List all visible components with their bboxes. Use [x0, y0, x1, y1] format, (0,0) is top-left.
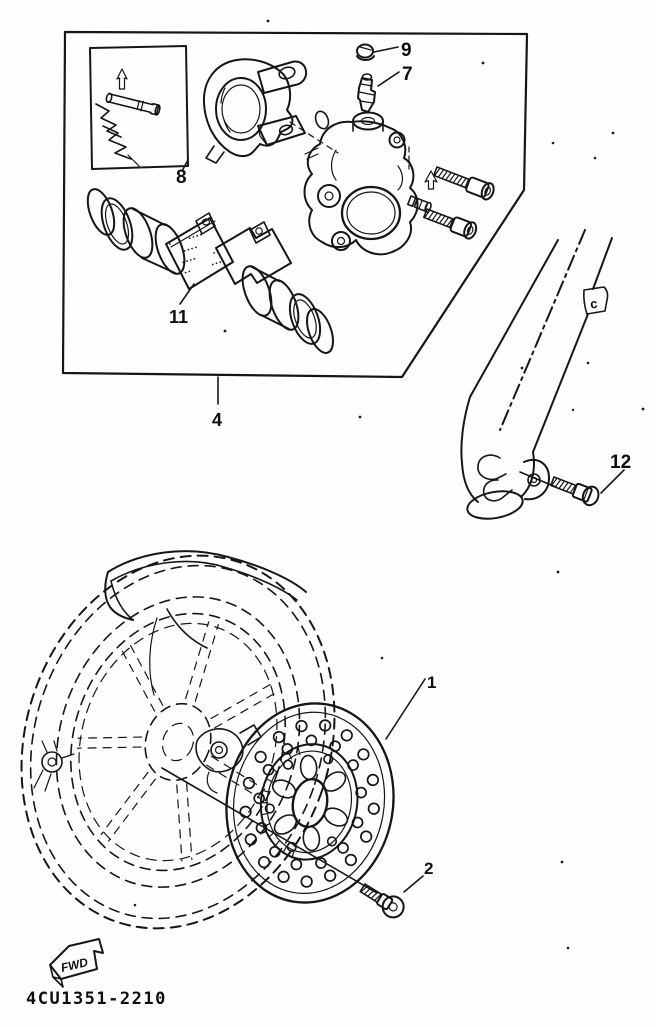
banjo-boss-hole [394, 137, 400, 143]
stipple-dot [184, 250, 186, 252]
disc-rotated [211, 690, 409, 916]
brake-disc [162, 679, 425, 916]
leader-line-12 [601, 470, 624, 493]
hub-hatch-tick [275, 840, 279, 846]
thread-hatch [559, 481, 564, 489]
speck [134, 904, 137, 907]
bolt2-socket [388, 901, 399, 912]
disc-hole [368, 803, 380, 815]
caliper-contours [332, 150, 403, 190]
disc-center-hole [289, 776, 331, 829]
disc-hole [258, 856, 270, 868]
thread-hatch [461, 178, 466, 186]
callout-11: 11 [169, 307, 189, 327]
fork-leg [461, 230, 612, 523]
fender-side-inner [111, 581, 133, 620]
fork-tab-letter: c [589, 295, 599, 312]
stipple-dot [188, 271, 190, 273]
disc-hole [277, 871, 289, 883]
caliper-piston-bore [342, 187, 400, 239]
bolt12-threads [551, 477, 577, 494]
wheel-spoke-line [154, 785, 205, 861]
pad-spring-tail [128, 155, 139, 166]
bolt2-head-face [379, 892, 408, 921]
axle-nut-hole [48, 758, 56, 766]
callout-labels [169, 40, 631, 878]
speck [359, 416, 362, 419]
speck [552, 142, 555, 145]
caliper-mount-tab-upper [478, 455, 506, 479]
wheel-spoke-line [109, 771, 156, 849]
disc-hole [337, 842, 349, 854]
stipple-dot [190, 259, 192, 261]
speck [642, 408, 645, 411]
disc-outer-edge [211, 690, 409, 916]
disc-hole [367, 774, 379, 786]
thread-hatch [372, 892, 378, 899]
callout-7: 7 [402, 64, 413, 85]
thread-hatch [556, 480, 561, 488]
part-number-label: 4CU1351-2210 [26, 989, 167, 1009]
callout-9: 9 [401, 40, 412, 61]
bleed-valve [358, 74, 375, 112]
disc-hole [360, 830, 372, 842]
stipple-dot [213, 252, 215, 254]
o-ring [313, 109, 330, 130]
disc-hole [357, 748, 369, 760]
stipple-dot [186, 260, 188, 262]
speck [567, 947, 570, 950]
bolt-socket [466, 226, 474, 235]
thread-hatch [439, 170, 444, 178]
piston-open-end [118, 204, 158, 261]
axle-lines-top [42, 741, 57, 752]
thread-hatch [444, 217, 449, 225]
leader-line-7 [378, 72, 399, 86]
kit-box-outline [90, 46, 188, 169]
leader-line-9 [374, 47, 398, 52]
stipple-dot [189, 237, 191, 239]
stipple-dot [219, 261, 221, 263]
stipple-dot [216, 262, 218, 264]
callout-8: 8 [176, 167, 187, 188]
fork-bottom-cap [465, 487, 525, 522]
spacer-line [419, 200, 422, 208]
pad1-friction-stipple [169, 234, 221, 274]
wheel-spoke-line [78, 728, 141, 768]
speck [561, 861, 564, 864]
pad2-tab-hole [256, 228, 262, 234]
pin-body [108, 94, 153, 112]
disc-hole [301, 875, 313, 887]
thread-hatch [432, 213, 437, 221]
mount-bolt-2 [422, 205, 478, 240]
speedo-boss [211, 742, 227, 758]
bleed-screw-cap [357, 45, 374, 61]
speck [557, 571, 560, 574]
fender-stay [167, 609, 207, 648]
piston-closed-end [150, 220, 190, 277]
fwd-marker [50, 939, 103, 987]
fork-behind-wheel [150, 618, 157, 695]
thread-hatch [440, 216, 445, 224]
speck [572, 409, 574, 411]
bracket-ear-top [258, 61, 306, 93]
fork-tube-right-edge-lower [521, 314, 588, 497]
speck [267, 20, 270, 23]
assembly-box-outline [63, 32, 527, 377]
hub-cutout [300, 755, 318, 780]
hub-bolt-hole [283, 760, 293, 770]
speck [612, 132, 615, 135]
thread-hatch [442, 171, 447, 179]
caliper-bracket [204, 59, 306, 163]
dust-seal [96, 194, 139, 254]
hub-inner [158, 719, 199, 765]
pad-pin-kit-box [90, 46, 188, 171]
piston-closed-end [264, 276, 304, 333]
pad-pin [105, 92, 160, 115]
caliper-lug-upper-hole [325, 192, 333, 200]
stipple-dot [182, 261, 184, 263]
hub-hatch-tick [283, 846, 286, 853]
thread-hatch [368, 889, 374, 896]
axle-far-side [34, 741, 74, 791]
fender-side [105, 572, 133, 620]
speck [594, 157, 597, 160]
cap-dome [357, 45, 373, 58]
piston-walls [133, 209, 175, 273]
disc-hole [291, 859, 303, 871]
axle-pinch-bolt [549, 472, 601, 507]
speck [381, 657, 384, 660]
stipple-dot [200, 234, 202, 236]
piston-seals-left [82, 186, 190, 278]
rim-inner [48, 596, 308, 887]
stipple-dot [191, 248, 193, 250]
hub-cutout [302, 826, 320, 851]
disc-hub-ring-inner [259, 744, 359, 859]
fender-edge-outer [108, 551, 306, 592]
mount-bolt-1 [432, 163, 496, 201]
disc-mount-bolt [357, 879, 408, 921]
stipple-dot [195, 246, 197, 248]
dust-seal-inner [289, 297, 321, 341]
thread-hatch [563, 482, 568, 490]
caliper-mount-tab-lower [484, 480, 512, 501]
callout-1: 1 [427, 673, 437, 692]
stipple-dot [187, 249, 189, 251]
wheel-spoke-line [78, 718, 141, 758]
stipple-dot [212, 264, 214, 266]
callout-4: 4 [212, 410, 223, 430]
front-wheel [0, 513, 384, 971]
thread-hatch [436, 214, 441, 222]
cap-slot [360, 47, 371, 50]
wheel-spoke-line [183, 622, 212, 699]
stipple-dot [196, 235, 198, 237]
thread-hatch [446, 172, 451, 180]
thread-hatch [429, 212, 434, 220]
piston-open-end [237, 262, 277, 319]
bracket-foot [206, 146, 224, 163]
fork-tube-right-edge-upper [593, 238, 612, 289]
disc-hole [273, 731, 285, 743]
speck [482, 62, 485, 65]
caliper-assembly-box [63, 32, 527, 404]
callout-12: 12 [610, 452, 632, 473]
caliper-lug-lower-hole [338, 238, 345, 245]
disc-hole [324, 870, 336, 882]
thread-hatch [450, 174, 455, 182]
thread-hatch [454, 175, 459, 183]
leader-line-2 [404, 876, 423, 892]
disc-hole [295, 720, 307, 732]
caliper-body [305, 113, 418, 255]
fwd-label: FWD [59, 955, 90, 975]
print-specks [134, 20, 645, 950]
disc-hole [341, 729, 353, 741]
fender-edge-inner [111, 562, 297, 600]
wheel-rings [0, 513, 384, 971]
stipple-dot [193, 236, 195, 238]
speedo-boss-hole [216, 747, 223, 754]
callout-2: 2 [424, 859, 434, 878]
axle-lines-bottom [34, 770, 51, 791]
bracket-bore-inner [222, 85, 260, 133]
fork-centerline [500, 230, 585, 430]
hub-bolt-hole [327, 836, 337, 846]
bolt-head-face [462, 220, 478, 240]
tire-bead [18, 564, 338, 921]
leader-line-1 [386, 679, 425, 739]
dust-seal [284, 290, 326, 348]
stipple-dot [169, 243, 171, 245]
thread-hatch [457, 177, 462, 185]
stipple-dot [185, 272, 187, 274]
axle-line-side [62, 754, 74, 758]
speedo-cable-stub [207, 772, 217, 793]
bracket-ear-hole [278, 65, 297, 80]
pad-clip [117, 69, 127, 89]
wheel-spoke-line [101, 765, 148, 843]
thread-hatch [567, 484, 572, 492]
stipple-dot [194, 258, 196, 260]
caliper-piston-bore-inner [347, 192, 395, 234]
speck [224, 330, 227, 333]
axle-nut [42, 752, 62, 772]
disc-hole [254, 751, 266, 763]
disc-hole [345, 854, 357, 866]
caliper-lug-upper [318, 185, 340, 207]
speck [521, 367, 524, 370]
wheel-spoke-line [215, 678, 276, 743]
speck [587, 362, 590, 365]
